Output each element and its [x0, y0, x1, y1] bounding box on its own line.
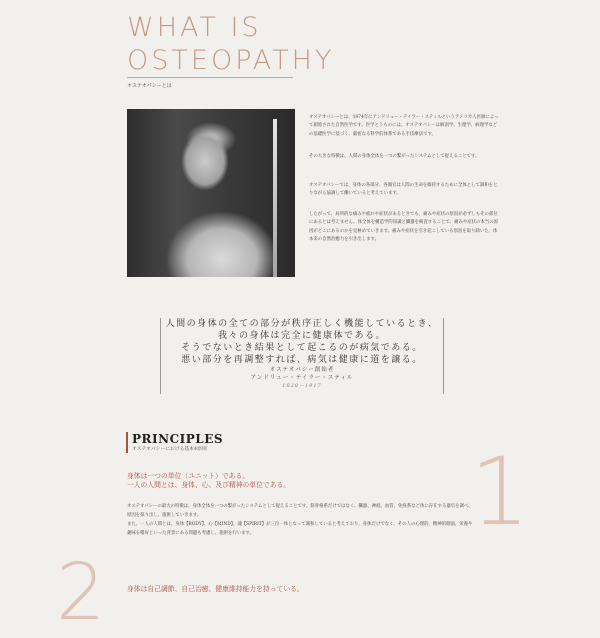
page-subtitle: オステオパシーとは [127, 83, 172, 89]
quote-line-2: 我々の身体は完全に健康体である。 [217, 331, 386, 341]
principle-1-text-1: オステオパシーの最大の特徴は、身体全体を一つの繋がったシステムとして捉えることです。筋骨格系だけではなく、臓器、神経、血管、免疫系など体に存在する器官を調べ、原因を探り出し、施術していきます。 [127, 504, 473, 518]
intro-paragraph-1: オステオパシーとは、1874年にアンドリュー・テイラー・スティルというアメリカ人医師によって創始された自然医学です。医学とうものには、オステオパシーは解剖学、生理学、病理学などの基礎医学に基づく、厳密なる科学的体系である手技療法です。 [309, 115, 499, 137]
quote-line-4: 悪い部分を再調整すれば、病気は健康に道を譲る。 [181, 355, 423, 365]
principles-heading: PRINCIPLES [132, 432, 224, 446]
principle-number-2: 2 [56, 548, 106, 638]
title-divider [127, 77, 293, 78]
quote-author-name: アンドリュー・テイラー・スティル [250, 375, 354, 381]
founder-photo [127, 109, 295, 277]
page-title-line-1: WHAT IS [127, 12, 262, 43]
quote-line-1: 人間の身体の全ての部分が秩序正しく機能しているとき、 [165, 319, 439, 329]
intro-paragraph-3: オステオパシーでは、身体の各部分、各器官は人間の生命を維持するために全体として調和をとりながら協調して働いていると考えています。 [309, 183, 498, 197]
quote-author-title: オステオパシー創始者 [269, 367, 335, 373]
principle-number-1: 1 [470, 438, 530, 547]
intro-paragraph-4: したがって、局所的な痛みや疲れや症状があるときでも、痛みや症状の原因が必ずしもその部位にあるとは考えません。体全体を構造学的知識と臓器を検査することで、痛みや症状の本当の原因がどこにあるのかを見極めていきます。痛みや症状を引き起こしている原因を取り除いた、体本来の自然治癒力を引き出します。 [309, 212, 498, 243]
principles-heading-block [126, 432, 223, 453]
principle-1-heading-line-2: 一人の人間とは、身体、心、及び精神の単位である。 [127, 481, 291, 489]
principle-1-heading-line-1: 身体は一つの単位（ユニット）である。 [127, 472, 250, 480]
principle-2-heading: 身体は自己調節、自己治癒、健康維持能力を持っている。 [127, 585, 304, 593]
founder-quote [160, 318, 444, 394]
walking-stick [273, 119, 277, 277]
page-title-line-2: OSTEOPATHY [127, 45, 335, 76]
quote-line-3: そうでないとき結果として起こるのが病気である。 [181, 343, 423, 353]
intro-paragraph-2: その大きな特徴は、人間の身体全体を一つの繋がったシステムとして捉えることです。 [309, 154, 480, 159]
principles-subheading: オステオパシーにおける基本4原則 [132, 447, 207, 452]
principle-1-text-2: また、一人の人間とは、身体【BODY】、心【MIND】、魂【SPIRIT】が三位一体となって調和していると考えており、身体だけでなく、その人の心理的、精神的側面、栄養や趣味を嗜好といった背景にある問題も考慮し、施術を行います。 [127, 522, 473, 536]
quote-author-years: 1828－1917 [282, 383, 322, 389]
